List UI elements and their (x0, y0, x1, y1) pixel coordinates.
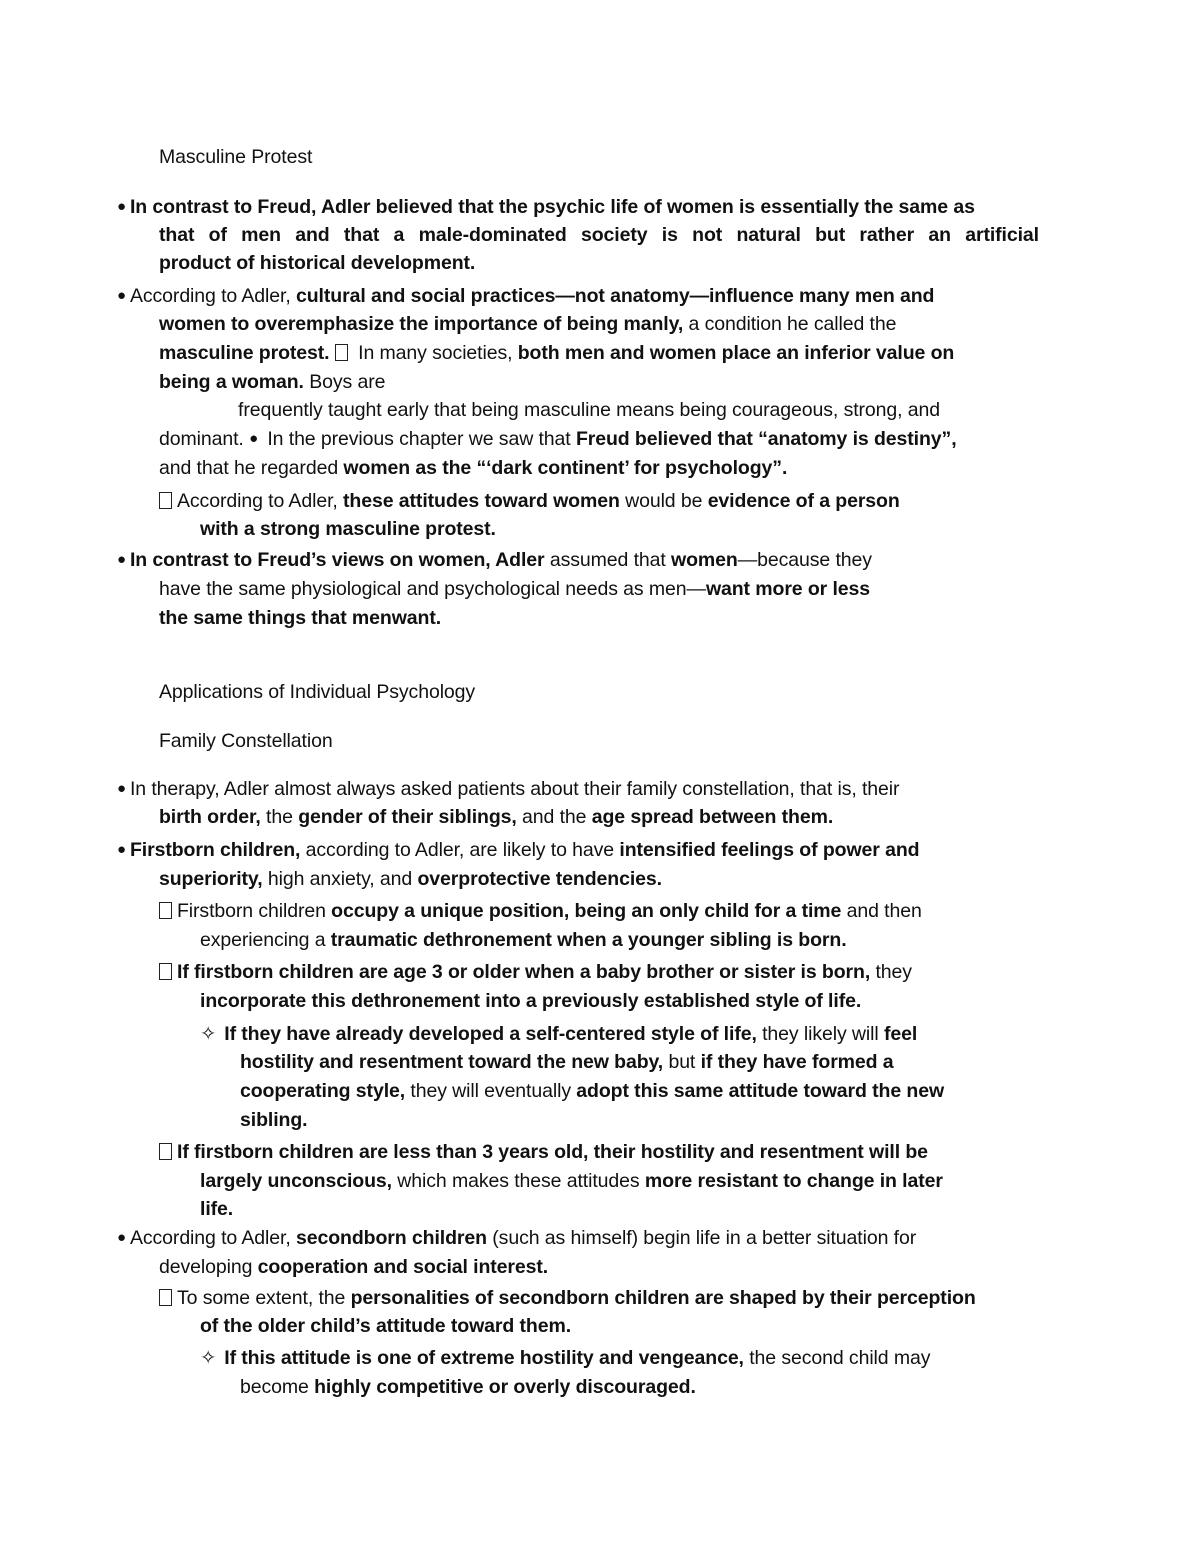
section-heading-applications: Applications of Individual Psychology (159, 681, 476, 703)
paragraph-line: developing cooperation and social interest. (159, 1256, 549, 1278)
paragraph-line: ● In contrast to Freud’s views on women, Adler assumed that women—because they (117, 549, 872, 571)
square-bullet-icon (159, 492, 172, 509)
paragraph-line: life. (200, 1198, 234, 1220)
square-bullet-icon (159, 902, 172, 919)
square-bullet-icon (159, 1143, 172, 1160)
paragraph-line: have the same physiological and psychological needs as men—want more or less (159, 578, 871, 600)
paragraph-line: largely unconscious, which makes these attitudes more resistant to change in later (200, 1170, 943, 1192)
square-bullet-icon (335, 344, 348, 361)
paragraph-line: ● According to Adler, secondborn children (such as himself) begin life in a better situation for (117, 1227, 917, 1249)
bullet-icon: ● (117, 287, 126, 304)
section-heading-family-constellation: Family Constellation (159, 730, 333, 752)
paragraph-line: superiority, high anxiety, and overprotective tendencies. (159, 868, 662, 890)
paragraph-line: being a woman. Boys are (159, 371, 386, 393)
paragraph-line: women to overemphasize the importance of being manly, a condition he called the (159, 313, 897, 335)
bullet-icon: ● (117, 841, 126, 858)
paragraph-line: ● According to Adler, cultural and social practices—not anatomy—influence many men and (117, 285, 935, 307)
paragraph-line: To some extent, the personalities of secondborn children are shaped by their perception (159, 1285, 976, 1311)
paragraph-line: If firstborn children are less than 3 years old, their hostility and resentment will be (159, 1139, 928, 1165)
square-bullet-icon (159, 963, 172, 980)
paragraph-line: become highly competitive or overly discouraged. (240, 1376, 696, 1398)
paragraph-line: hostility and resentment toward the new baby, but if they have formed a (240, 1051, 894, 1073)
paragraph-line: ● Firstborn children, according to Adler, are likely to have intensified feelings of power and (117, 839, 920, 861)
paragraph-line: birth order, the gender of their siblings, and the age spread between them. (159, 806, 834, 828)
bullet-icon: ● (117, 1229, 126, 1246)
paragraph-line: If firstborn children are age 3 or older when a baby brother or sister is born, they (159, 959, 912, 985)
star-bullet-icon: ✧ (200, 1347, 217, 1369)
paragraph-line: frequently taught early that being masculine means being courageous, strong, and (238, 399, 941, 421)
paragraph-line: ✧ If they have already developed a self-centered style of life, they likely will feel (200, 1023, 918, 1045)
square-bullet-icon (159, 1289, 172, 1306)
paragraph-line: ● In contrast to Freud, Adler believed that the psychic life of women is essentially the same as (117, 196, 975, 218)
paragraph-line: According to Adler, these attitudes toward women would be evidence of a person (159, 488, 900, 514)
bullet-icon: ● (117, 551, 126, 568)
paragraph-line: experiencing a traumatic dethronement when a younger sibling is born. (200, 929, 847, 951)
paragraph-line: that of men and that a male-dominated society is not natural but rather an artificial (159, 224, 1039, 246)
paragraph-line: the same things that menwant. (159, 607, 442, 629)
bullet-icon: ● (117, 780, 126, 797)
paragraph-line: sibling. (240, 1109, 308, 1131)
paragraph-line: dominant. ● In the previous chapter we saw that Freud believed that “anatomy is destiny”, (159, 428, 957, 450)
paragraph-line: incorporate this dethronement into a previously established style of life. (200, 990, 862, 1012)
paragraph-line: of the older child’s attitude toward them. (200, 1315, 572, 1337)
bullet-icon: ● (117, 198, 126, 215)
paragraph-line: product of historical development. (159, 252, 476, 274)
paragraph-line: and that he regarded women as the “‘dark continent’ for psychology”. (159, 457, 788, 479)
paragraph-line: cooperating style, they will eventually adopt this same attitude toward the new (240, 1080, 945, 1102)
star-bullet-icon: ✧ (200, 1023, 217, 1045)
section-heading-masculine-protest: Masculine Protest (159, 146, 313, 168)
paragraph-line: with a strong masculine protest. (200, 518, 496, 540)
paragraph-line: masculine protest. In many societies, both men and women place an inferior value on (159, 342, 955, 364)
paragraph-line: ● In therapy, Adler almost always asked patients about their family constellation, that is, their (117, 778, 900, 800)
bullet-icon: ● (249, 430, 259, 447)
paragraph-line: Firstborn children occupy a unique position, being an only child for a time and then (159, 898, 922, 924)
paragraph-line: ✧ If this attitude is one of extreme hostility and vengeance, the second child may (200, 1347, 931, 1369)
